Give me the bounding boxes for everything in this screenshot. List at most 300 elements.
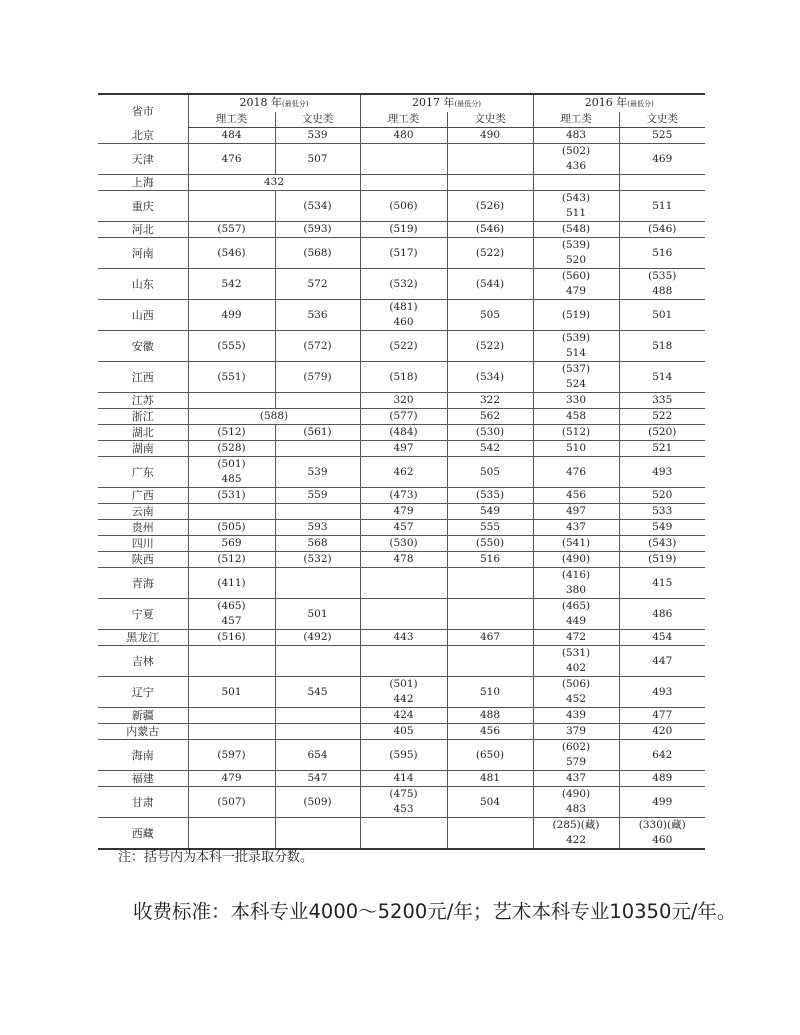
score-value: 472 [565, 631, 587, 643]
score-value: (602) [561, 741, 591, 753]
province-cell: 河北 [98, 222, 188, 238]
score-value: (473) [389, 489, 418, 501]
score-value: (506) [561, 678, 591, 690]
subheader-liberal-arts: 文史类 [619, 112, 705, 128]
table-row [98, 724, 705, 740]
score-cell [533, 238, 619, 269]
score-cell [360, 724, 447, 740]
score-value: 520 [565, 254, 587, 266]
score-value: (507) [217, 795, 246, 808]
score-cell [447, 331, 533, 362]
score-value: (539) [561, 332, 591, 344]
score-cell [533, 771, 619, 787]
score-value: (526) [475, 199, 505, 212]
score-cell [447, 568, 533, 599]
province-cell: 重庆 [98, 191, 188, 222]
score-value: (534) [303, 199, 332, 212]
score-value: 569 [221, 537, 242, 549]
score-value: 488 [479, 709, 501, 721]
province-cell: 青海 [98, 568, 188, 599]
score-cell [360, 520, 447, 536]
score-cell [533, 425, 619, 441]
score-value: 505 [479, 465, 501, 478]
score-cell [275, 457, 360, 488]
score-cell [275, 724, 360, 740]
score-value: 436 [565, 160, 587, 172]
score-cell [447, 409, 533, 425]
score-value: 405 [393, 725, 414, 737]
score-value: (531) [217, 489, 246, 501]
score-cell [447, 708, 533, 724]
score-cell [619, 441, 705, 457]
score-cell [188, 409, 360, 425]
score-value: (535) [648, 270, 677, 282]
score-cell [188, 818, 275, 850]
province-cell: 天津 [98, 144, 188, 175]
score-cell [188, 677, 275, 708]
table-row [98, 520, 705, 536]
table-row [98, 568, 705, 599]
score-cell [533, 457, 619, 488]
score-cell [533, 818, 619, 850]
score-cell [619, 630, 705, 646]
score-value: (519) [389, 223, 418, 235]
score-cell [619, 191, 705, 222]
score-cell [360, 238, 447, 269]
score-cell [619, 362, 705, 393]
score-value: 414 [393, 772, 414, 784]
score-value: 501 [307, 607, 328, 620]
subheader-science: 理工类 [360, 112, 447, 128]
score-value: (520) [648, 426, 677, 438]
score-cell [188, 300, 275, 331]
score-cell [188, 457, 275, 488]
score-cell [275, 536, 360, 552]
score-value: (534) [475, 370, 505, 383]
score-cell [533, 677, 619, 708]
score-cell [360, 144, 447, 175]
score-cell [447, 818, 533, 850]
score-value: 443 [393, 631, 414, 643]
score-cell [360, 300, 447, 331]
score-value: 547 [307, 772, 328, 784]
table-row [98, 504, 705, 520]
province-cell: 安徽 [98, 331, 188, 362]
table-row [98, 708, 705, 724]
score-cell [533, 488, 619, 504]
score-cell [275, 552, 360, 568]
score-value: 437 [565, 521, 587, 533]
subheader-science: 理工类 [533, 112, 619, 128]
score-cell [188, 630, 275, 646]
score-value: (588) [259, 410, 289, 422]
table-row [98, 331, 705, 362]
score-value: 420 [652, 725, 673, 737]
score-cell [447, 175, 533, 191]
table-row [98, 409, 705, 425]
score-cell [447, 771, 533, 787]
province-cell: 北京 [98, 128, 188, 144]
year-label: 2016 年 [584, 96, 628, 109]
score-cell [188, 191, 275, 222]
score-value: (543) [648, 537, 677, 549]
score-value: (517) [389, 246, 418, 259]
score-value: 457 [221, 615, 242, 627]
score-cell [447, 144, 533, 175]
score-cell [619, 128, 705, 144]
score-cell [360, 568, 447, 599]
score-cell [447, 552, 533, 568]
score-cell [360, 677, 447, 708]
score-cell [447, 425, 533, 441]
year-2018-header [188, 94, 360, 112]
province-cell: 四川 [98, 536, 188, 552]
table-row [98, 425, 705, 441]
table-row [98, 536, 705, 552]
table-row [98, 740, 705, 771]
score-cell [360, 818, 447, 850]
province-cell: 上海 [98, 175, 188, 191]
score-value: (490) [561, 553, 591, 565]
score-value: 476 [565, 465, 587, 478]
table-row [98, 300, 705, 331]
score-cell [533, 520, 619, 536]
score-value: (505) [217, 521, 246, 533]
subheader-science: 理工类 [188, 112, 275, 128]
score-value: (532) [303, 553, 332, 565]
score-cell [533, 630, 619, 646]
score-value: (411) [217, 576, 246, 589]
score-value: 522 [652, 410, 673, 422]
score-value: 539 [307, 129, 328, 141]
score-cell [360, 409, 447, 425]
province-column-header: 省市 [98, 94, 188, 128]
score-value: (506) [389, 199, 418, 212]
score-value: 486 [652, 607, 673, 620]
score-cell [533, 568, 619, 599]
score-value: 542 [479, 442, 501, 454]
score-value: (516) [217, 631, 246, 643]
score-cell [447, 362, 533, 393]
score-value: 533 [652, 505, 673, 517]
score-cell [188, 222, 275, 238]
score-cell [188, 724, 275, 740]
table-row [98, 362, 705, 393]
score-value: 424 [393, 709, 414, 721]
score-value: (465) [561, 600, 591, 612]
score-value: 456 [479, 725, 501, 737]
score-cell [619, 599, 705, 630]
score-value: 579 [565, 756, 587, 768]
subheader-liberal-arts: 文史类 [447, 112, 533, 128]
table-row [98, 552, 705, 568]
score-cell [533, 362, 619, 393]
province-cell: 甘肃 [98, 787, 188, 818]
table-header [98, 94, 705, 128]
score-value: (512) [561, 426, 591, 438]
score-value: 511 [652, 199, 673, 212]
score-cell [188, 175, 360, 191]
score-value: (550) [475, 537, 505, 549]
score-cell [619, 238, 705, 269]
score-cell [533, 504, 619, 520]
year-label: 2017 年 [412, 96, 455, 109]
score-value: (490) [561, 788, 591, 800]
score-cell [188, 740, 275, 771]
score-cell [275, 128, 360, 144]
score-cell [619, 818, 705, 850]
score-value: 479 [221, 772, 242, 784]
score-cell [360, 425, 447, 441]
score-cell [188, 787, 275, 818]
score-cell [188, 269, 275, 300]
score-value: 479 [393, 505, 414, 517]
table-row [98, 128, 705, 144]
score-cell [188, 520, 275, 536]
score-cell [275, 425, 360, 441]
score-value: 458 [565, 410, 587, 422]
score-value: 549 [652, 521, 673, 533]
score-value: (539) [561, 239, 591, 251]
score-value: 456 [565, 489, 587, 501]
table-body [98, 128, 705, 850]
admission-score-table [98, 93, 705, 850]
table-row [98, 393, 705, 409]
score-cell [533, 144, 619, 175]
score-value: 545 [307, 685, 328, 698]
score-value: 514 [565, 347, 587, 359]
score-value: 402 [565, 662, 587, 674]
score-value: 437 [565, 772, 587, 784]
score-cell [360, 222, 447, 238]
score-cell [619, 787, 705, 818]
score-value: 505 [479, 308, 501, 321]
score-value: (502) [561, 145, 591, 157]
province-cell: 吉林 [98, 646, 188, 677]
score-value: 453 [393, 803, 414, 815]
score-value: 490 [479, 129, 501, 141]
score-cell [188, 552, 275, 568]
table-row [98, 787, 705, 818]
score-value: 479 [565, 285, 587, 297]
province-cell: 山西 [98, 300, 188, 331]
score-cell [533, 740, 619, 771]
score-cell [447, 191, 533, 222]
score-cell [275, 238, 360, 269]
score-value: 510 [479, 685, 501, 698]
score-value: 536 [307, 308, 328, 321]
score-value: (528) [217, 442, 246, 454]
score-cell [447, 488, 533, 504]
score-value: (475) [389, 788, 418, 800]
score-value: 432 [263, 176, 285, 188]
score-cell [275, 300, 360, 331]
province-cell: 宁夏 [98, 599, 188, 630]
score-value: (595) [389, 748, 418, 761]
score-cell [533, 409, 619, 425]
table-row [98, 441, 705, 457]
score-value: 476 [221, 152, 242, 165]
score-cell [447, 724, 533, 740]
score-value: (330)(藏) [638, 819, 686, 831]
score-cell [275, 393, 360, 409]
score-value: 477 [652, 709, 673, 721]
score-cell [533, 393, 619, 409]
score-value: (560) [561, 270, 591, 282]
score-value: 454 [652, 631, 673, 643]
score-cell [360, 787, 447, 818]
score-cell [619, 425, 705, 441]
score-value: 521 [652, 442, 673, 454]
score-cell [619, 300, 705, 331]
score-cell [360, 393, 447, 409]
score-value: (568) [303, 246, 332, 259]
score-value: (561) [303, 426, 332, 438]
table-row [98, 175, 705, 191]
score-value: 460 [652, 834, 673, 846]
score-cell [275, 787, 360, 818]
score-value: (597) [217, 748, 246, 761]
score-cell [619, 536, 705, 552]
score-value: (522) [475, 246, 505, 259]
score-cell [275, 520, 360, 536]
score-cell [447, 504, 533, 520]
score-value: (579) [303, 370, 332, 383]
score-value: 493 [652, 685, 673, 698]
score-value: 462 [393, 465, 414, 478]
score-value: 379 [565, 725, 587, 737]
score-value: 539 [307, 465, 328, 478]
province-cell: 广西 [98, 488, 188, 504]
table-row [98, 457, 705, 488]
score-value: 654 [307, 748, 328, 761]
score-value: (484) [389, 426, 418, 438]
score-value: 452 [565, 693, 587, 705]
score-cell [188, 504, 275, 520]
table-row [98, 222, 705, 238]
score-value: (492) [303, 631, 332, 643]
score-value: 469 [652, 152, 673, 165]
table-row [98, 488, 705, 504]
province-cell: 辽宁 [98, 677, 188, 708]
score-value: (522) [475, 339, 505, 352]
province-cell: 西藏 [98, 818, 188, 850]
year-note: (最低分) [282, 100, 309, 108]
score-cell [447, 300, 533, 331]
score-cell [275, 771, 360, 787]
score-cell [533, 269, 619, 300]
score-value: (532) [389, 277, 418, 290]
score-cell [619, 393, 705, 409]
score-cell [447, 787, 533, 818]
score-cell [275, 362, 360, 393]
score-cell [275, 441, 360, 457]
score-value: 467 [479, 631, 501, 643]
score-cell [447, 646, 533, 677]
score-value: (519) [561, 308, 591, 321]
score-value: 572 [307, 277, 328, 290]
score-cell [447, 740, 533, 771]
score-value: 442 [393, 693, 414, 705]
score-value: 335 [652, 394, 673, 406]
score-cell [533, 708, 619, 724]
score-value: 559 [307, 489, 328, 501]
score-cell [188, 362, 275, 393]
score-value: 439 [565, 709, 587, 721]
score-cell [447, 441, 533, 457]
score-cell [360, 191, 447, 222]
score-value: 504 [479, 795, 501, 808]
province-cell: 新疆 [98, 708, 188, 724]
score-cell [188, 488, 275, 504]
province-cell: 湖北 [98, 425, 188, 441]
score-value: 457 [393, 521, 414, 533]
score-cell [447, 238, 533, 269]
score-cell [360, 630, 447, 646]
footnote: 注：括号内为本科一批录取分数。 [118, 850, 314, 865]
score-cell [533, 175, 619, 191]
score-value: (518) [389, 370, 418, 383]
score-cell [447, 520, 533, 536]
score-value: 524 [565, 378, 587, 390]
score-cell [188, 708, 275, 724]
score-cell [275, 331, 360, 362]
province-cell: 贵州 [98, 520, 188, 536]
score-cell [360, 599, 447, 630]
score-value: 507 [307, 152, 328, 165]
score-cell [619, 708, 705, 724]
score-value: 525 [652, 129, 673, 141]
score-value: 562 [479, 410, 501, 422]
score-cell [360, 536, 447, 552]
score-cell [533, 552, 619, 568]
score-cell [275, 740, 360, 771]
score-value: 542 [221, 277, 242, 290]
score-value: (650) [475, 748, 505, 761]
score-value: 488 [652, 285, 673, 297]
score-value: (530) [389, 537, 418, 549]
province-cell: 内蒙古 [98, 724, 188, 740]
score-value: 447 [652, 654, 673, 667]
score-value: (512) [217, 426, 246, 438]
score-cell [275, 818, 360, 850]
score-value: 520 [652, 489, 673, 501]
score-cell [619, 488, 705, 504]
score-cell [188, 425, 275, 441]
score-value: (509) [303, 795, 332, 808]
score-value: 449 [565, 615, 587, 627]
score-value: (551) [217, 370, 246, 383]
score-cell [275, 144, 360, 175]
score-value: 483 [565, 129, 587, 141]
score-cell [360, 457, 447, 488]
province-cell: 海南 [98, 740, 188, 771]
score-cell [619, 269, 705, 300]
table-row [98, 599, 705, 630]
score-cell [360, 175, 447, 191]
province-cell: 山东 [98, 269, 188, 300]
score-value: (555) [217, 339, 246, 352]
score-cell [360, 504, 447, 520]
score-value: 322 [479, 394, 501, 406]
score-value: (546) [475, 223, 505, 235]
year-note: (最低分) [454, 100, 481, 108]
score-cell [447, 599, 533, 630]
score-cell [188, 646, 275, 677]
score-value: (416) [561, 569, 591, 581]
score-value: (557) [217, 223, 246, 235]
score-cell [447, 630, 533, 646]
